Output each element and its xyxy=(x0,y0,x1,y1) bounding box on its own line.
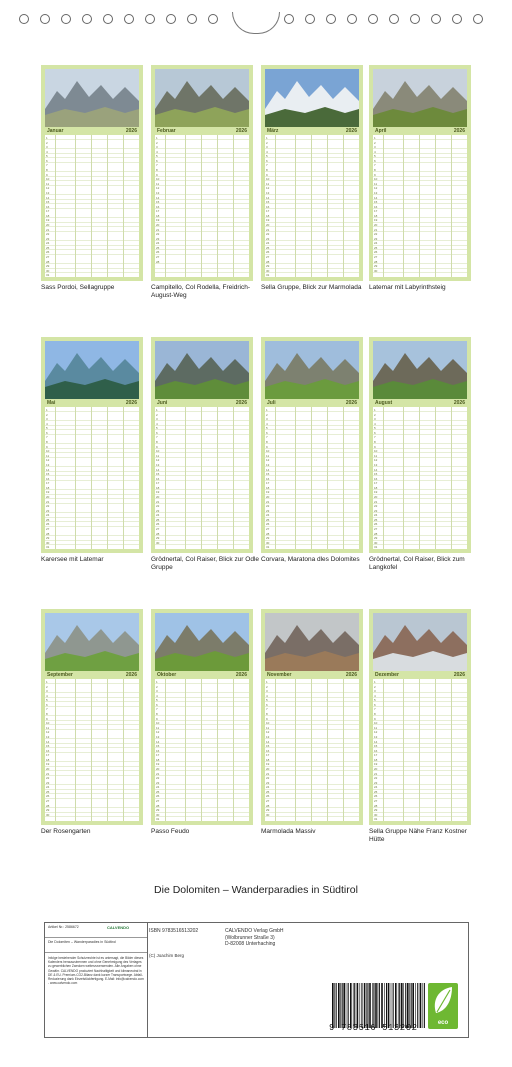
month-name: Januar xyxy=(47,128,64,134)
short-title: Die Dolomiten – Wanderparadies in Südtirol xyxy=(48,940,116,944)
month-name: April xyxy=(375,128,387,134)
binding-hole xyxy=(40,14,50,24)
binding-hole xyxy=(208,14,218,24)
month-header xyxy=(265,671,359,679)
day-grid xyxy=(155,407,249,549)
month-header xyxy=(373,671,467,679)
month-year: 2026 xyxy=(345,128,357,134)
binding-hole xyxy=(368,14,378,24)
landscape-photo xyxy=(155,69,249,127)
month-name: September xyxy=(47,672,73,678)
day-numbers: 1 2 3 4 5 6 7 8 9 10 11 12 13 14 15 16 17 18 19 20 21 22 23 24 25 26 27 28 29 30 31 xyxy=(156,680,160,822)
month-name: Juni xyxy=(157,400,168,406)
binding-hole xyxy=(305,14,315,24)
landscape-photo xyxy=(265,69,359,127)
day-numbers: 1 2 3 4 5 6 7 8 9 10 11 12 13 14 15 16 17 18 19 20 21 22 23 24 25 26 27 28 29 30 31 xyxy=(46,408,50,550)
binding-hole xyxy=(347,14,357,24)
binding-hole xyxy=(326,14,336,24)
day-numbers: 1 2 3 4 5 6 7 8 9 10 11 12 13 14 15 16 17 18 19 20 21 22 23 24 25 26 27 28 29 30 31 xyxy=(374,680,378,822)
photo-caption: Passo Feudo xyxy=(151,828,190,835)
landscape-photo xyxy=(45,341,139,399)
month-header xyxy=(45,127,139,135)
publisher-line: CALVENDO Verlag GmbH xyxy=(225,928,284,934)
photo-caption: Latemar mit Labyrinthsteig xyxy=(369,284,446,291)
landscape-photo xyxy=(45,69,139,127)
eco-badge xyxy=(428,983,458,1029)
binding-hole xyxy=(187,14,197,24)
month-page xyxy=(151,337,260,571)
month-page xyxy=(261,337,363,564)
binding-hole xyxy=(431,14,441,24)
article-number: Artikel Nr.: 2586672 xyxy=(48,925,79,929)
month-year: 2026 xyxy=(453,672,465,678)
binding-hole xyxy=(452,14,462,24)
publisher-address xyxy=(225,928,284,948)
leaf-icon xyxy=(428,983,458,1017)
day-numbers: 1 2 3 4 5 6 7 8 9 10 11 12 13 14 15 16 17 18 19 20 21 22 23 24 25 26 27 28 29 30 xyxy=(374,136,378,273)
month-card xyxy=(151,65,253,281)
photo-caption: Corvara, Maratona dles Dolomites xyxy=(261,556,360,563)
landscape-photo xyxy=(155,613,249,671)
day-grid xyxy=(45,407,139,549)
month-header xyxy=(45,671,139,679)
photo-caption: Campitello, Col Rodella, Freidrich-August-Weg xyxy=(151,284,250,299)
month-card xyxy=(151,609,253,825)
barcode-number: 9 783516 513202 xyxy=(329,1023,418,1033)
photo-caption: Karersee mit Latemar xyxy=(41,556,104,563)
month-page xyxy=(261,609,363,836)
photo-caption: Grödnertal, Col Raiser, Blick zum Langkofel xyxy=(369,556,465,571)
article-row xyxy=(45,923,147,938)
day-numbers: 1 2 3 4 5 6 7 8 9 10 11 12 13 14 15 16 17 18 19 20 21 22 23 24 25 26 27 28 29 30 xyxy=(156,408,160,545)
month-card xyxy=(261,609,363,825)
short-title-row xyxy=(45,938,147,953)
month-year: 2026 xyxy=(235,400,247,406)
day-grid xyxy=(155,135,249,277)
month-page xyxy=(151,65,253,299)
month-year: 2026 xyxy=(453,128,465,134)
day-grid xyxy=(373,135,467,277)
publisher-line: D-82008 Unterhaching xyxy=(225,941,276,947)
binding-hole xyxy=(61,14,71,24)
landscape-photo xyxy=(373,613,467,671)
photo-caption: Marmolada Massiv xyxy=(261,828,316,835)
month-name: Juli xyxy=(267,400,276,406)
day-grid xyxy=(265,135,359,277)
day-grid xyxy=(265,407,359,549)
day-numbers: 1 2 3 4 5 6 7 8 9 10 11 12 13 14 15 16 17 18 19 20 21 22 23 24 25 26 27 28 29 30 xyxy=(266,680,270,817)
binding-hole xyxy=(410,14,420,24)
month-name: Mai xyxy=(47,400,56,406)
binding-hole xyxy=(103,14,113,24)
month-header xyxy=(45,399,139,407)
back-cover-info xyxy=(44,922,469,1038)
day-grid xyxy=(45,679,139,821)
month-name: August xyxy=(375,400,393,406)
month-name: Dezember xyxy=(375,672,399,678)
month-card xyxy=(261,337,363,553)
binding-hole xyxy=(19,14,29,24)
landscape-photo xyxy=(45,613,139,671)
month-header xyxy=(155,399,249,407)
legal-text: Infolge bestehender Schutzrechte ist es untersagt, die Bilder dieses Kalenders herauszutrennen und ohne Genehmigung des Verlages zu gewerblichen Zwecken weiterzuverwenden. Alle Angaben ohne Gewähr. CALVENDO produziert Nachhaltigkeit und klimaneutral in DE & EU. Premium-CO2-Bilanz dank kurzer Transportwege. Abfall-Reduzierung dank Einzelstückfertigung. E-Mail: info@calvendo.com - www.calvendo.com xyxy=(48,956,144,986)
landscape-photo xyxy=(373,69,467,127)
month-name: Oktober xyxy=(157,672,177,678)
month-header xyxy=(155,127,249,135)
binding-hole xyxy=(145,14,155,24)
month-header xyxy=(373,399,467,407)
day-numbers: 1 2 3 4 5 6 7 8 9 10 11 12 13 14 15 16 17 18 19 20 21 22 23 24 25 26 27 28 29 30 31 xyxy=(46,136,50,278)
month-header xyxy=(373,127,467,135)
day-numbers: 1 2 3 4 5 6 7 8 9 10 11 12 13 14 15 16 17 18 19 20 21 22 23 24 25 26 27 28 29 30 31 xyxy=(266,408,270,550)
photo-caption: Der Rosengarten xyxy=(41,828,91,835)
binding-hole xyxy=(82,14,92,24)
month-page xyxy=(41,65,143,292)
binding-hole xyxy=(166,14,176,24)
month-card xyxy=(369,609,471,825)
month-card xyxy=(41,337,143,553)
month-year: 2026 xyxy=(125,400,137,406)
photo-caption: Sass Pordoi, Sellagruppe xyxy=(41,284,115,291)
day-numbers: 1 2 3 4 5 6 7 8 9 10 11 12 13 14 15 16 17 18 19 20 21 22 23 24 25 26 27 28 xyxy=(156,136,160,264)
binding-hole xyxy=(389,14,399,24)
day-numbers: 1 2 3 4 5 6 7 8 9 10 11 12 13 14 15 16 17 18 19 20 21 22 23 24 25 26 27 28 29 30 xyxy=(46,680,50,817)
binding-hole xyxy=(473,14,483,24)
day-grid xyxy=(373,679,467,821)
publisher-line: (Wolbrunner Straße 3) xyxy=(225,934,275,941)
photo-caption: Sella Gruppe, Blick zur Marmolada xyxy=(261,284,362,291)
day-grid xyxy=(373,407,467,549)
month-year: 2026 xyxy=(345,400,357,406)
binding-hole xyxy=(124,14,134,24)
landscape-photo xyxy=(155,341,249,399)
month-page xyxy=(369,65,471,292)
landscape-photo xyxy=(265,341,359,399)
landscape-photo xyxy=(265,613,359,671)
binding-hole xyxy=(284,14,294,24)
month-page xyxy=(41,609,143,836)
month-year: 2026 xyxy=(125,128,137,134)
eco-label: eco xyxy=(437,1020,449,1026)
month-page xyxy=(369,337,471,571)
month-year: 2026 xyxy=(345,672,357,678)
landscape-photo xyxy=(373,341,467,399)
day-numbers: 1 2 3 4 5 6 7 8 9 10 11 12 13 14 15 16 17 18 19 20 21 22 23 24 25 26 27 28 29 30 31 xyxy=(266,136,270,278)
month-card xyxy=(369,65,471,281)
day-grid xyxy=(45,135,139,277)
month-year: 2026 xyxy=(235,672,247,678)
month-year: 2026 xyxy=(453,400,465,406)
month-page xyxy=(369,609,471,843)
month-card xyxy=(151,337,253,553)
calendar-title: Die Dolomiten – Wanderparadies in Südtirol xyxy=(154,884,358,896)
info-column xyxy=(45,923,148,1037)
day-grid xyxy=(155,679,249,821)
day-numbers: 1 2 3 4 5 6 7 8 9 10 11 12 13 14 15 16 17 18 19 20 21 22 23 24 25 26 27 28 29 30 31 xyxy=(374,408,378,550)
month-page xyxy=(151,609,253,836)
day-grid xyxy=(265,679,359,821)
month-name: März xyxy=(267,128,279,134)
month-card xyxy=(261,65,363,281)
month-header xyxy=(155,671,249,679)
month-header xyxy=(265,399,359,407)
month-year: 2026 xyxy=(235,128,247,134)
month-year: 2026 xyxy=(125,672,137,678)
isbn-label: ISBN 9783516513202 xyxy=(149,928,199,934)
month-name: November xyxy=(267,672,292,678)
month-name: Februar xyxy=(157,128,176,134)
calvendo-logo: CALVENDO xyxy=(107,925,130,930)
photo-caption: Sella Gruppe Nähe Franz Kostner Hütte xyxy=(369,828,467,843)
month-header xyxy=(265,127,359,135)
month-card xyxy=(41,65,143,281)
month-page xyxy=(41,337,143,564)
month-card xyxy=(41,609,143,825)
photo-caption: Grödnertal, Col Raiser, Blick zur Odle Gruppe xyxy=(151,556,260,571)
month-page xyxy=(261,65,363,292)
month-card xyxy=(369,337,471,553)
author: (C) Joachim Berg xyxy=(149,953,185,958)
